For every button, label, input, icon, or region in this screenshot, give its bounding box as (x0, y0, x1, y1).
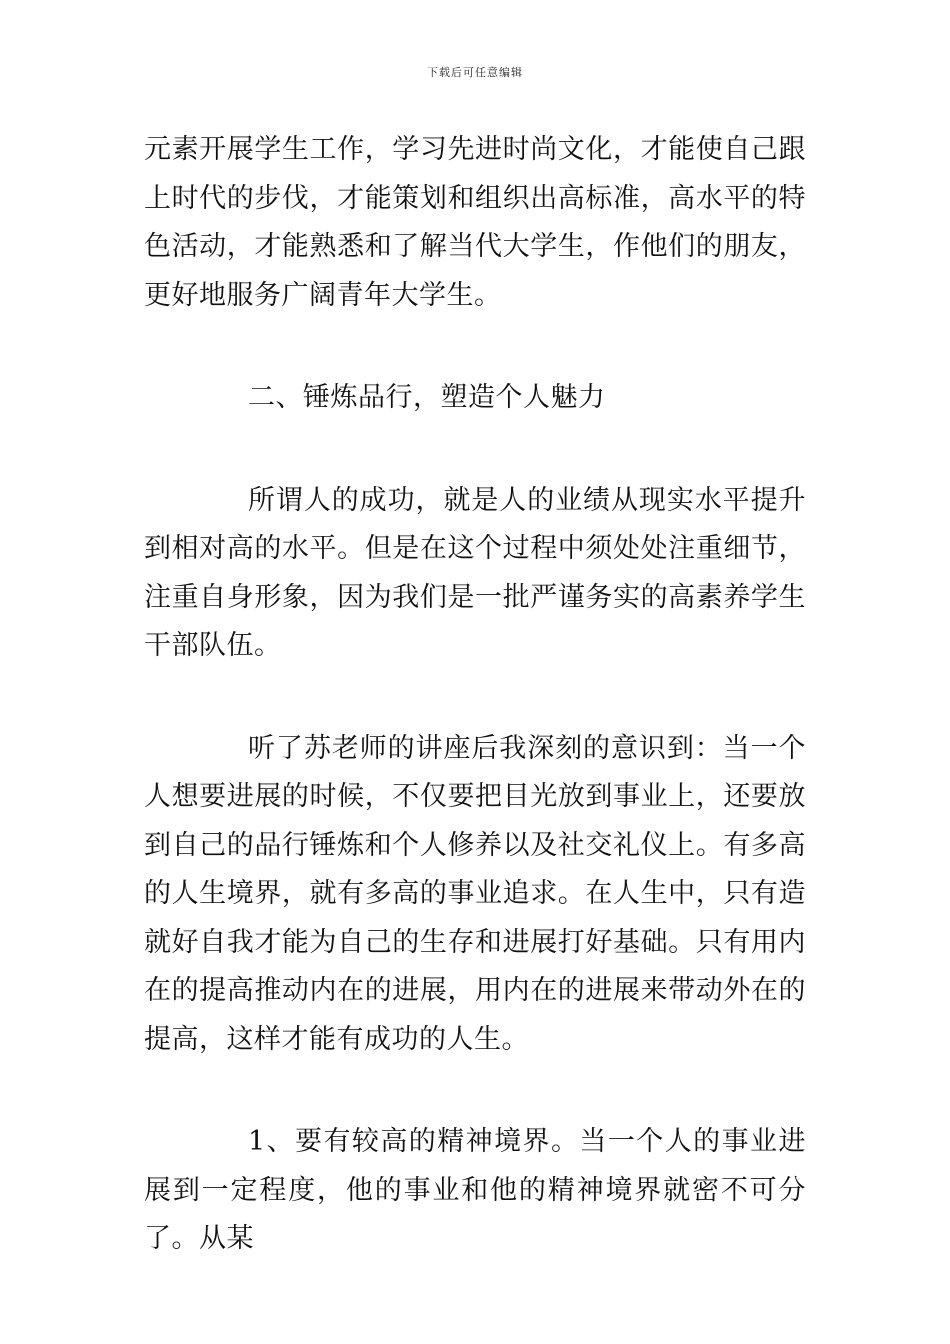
page-header: 下载后可任意编辑 (427, 66, 523, 79)
paragraph-point-one: 1、要有较高的精神境界。当一个人的事业进展到一定程度，他的事业和他的精神境界就密不可分了。从某 (144, 1126, 806, 1254)
paragraph-gap (144, 320, 806, 374)
paragraph-gap (144, 671, 806, 725)
paragraph-continuation: 元素开展学生工作，学习先进时尚文化，才能使自己跟上时代的步伐，才能策划和组织出高标准，高水平的特色活动，才能熟悉和了解当代大学生，作他们的朋友，更好地服务广阔青年大学生。 (144, 134, 806, 311)
section-heading: 二、锤炼品行，塑造个人魅力 (248, 382, 606, 413)
paragraph-lecture: 听了苏老师的讲座后我深刻的意识到：当一个人想要进展的时候，不仅要把目光放到事业上，还要放到自己的品行锤炼和个人修养以及社交礼仪上。有多高的人生境界，就有多高的事业追求。在人生中，只有造就好自我才能为自己的生存和进展打好基础。只有用内在的提高推动内在的进展，用内在的进展来带动外在的提高，这样才能有成功的人生。 (144, 732, 806, 1055)
paragraph-gap (144, 1064, 806, 1118)
paragraph-success: 所谓人的成功，就是人的业绩从现实水平提升到相对高的水平。但是在这个过程中须处处注重细节，注重自身形象，因为我们是一批严谨务实的高素养学生干部队伍。 (144, 484, 806, 661)
document-body (144, 126, 806, 1264)
paragraph-gap (144, 423, 806, 477)
